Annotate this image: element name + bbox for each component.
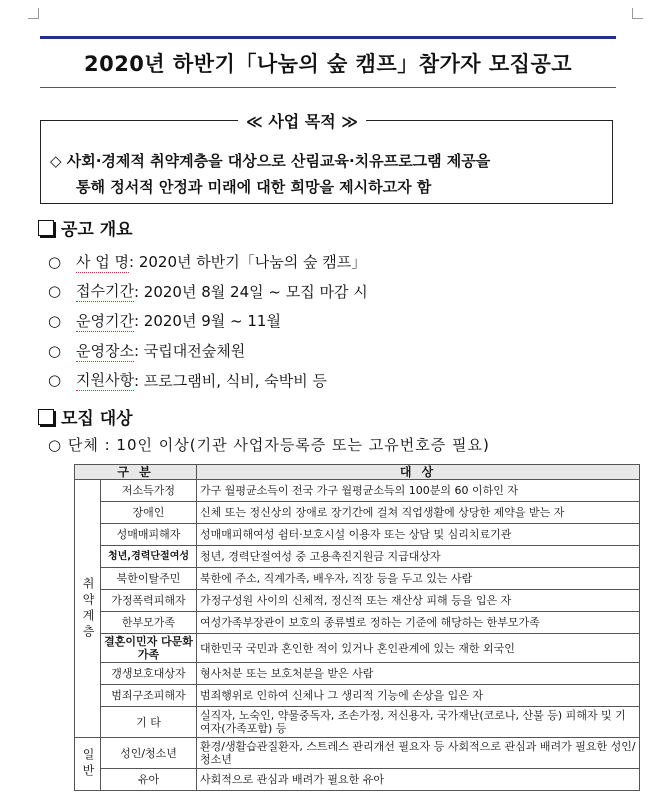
group-general: 일반 xyxy=(75,738,101,791)
row-category: 범죄구조피해자 xyxy=(101,685,197,707)
table-row xyxy=(75,634,640,663)
purpose-line-2: 통해 정서적 안정과 미래에 대한 희망을 제시하고자 함 xyxy=(76,178,432,196)
circle-bullet-icon: ○ xyxy=(48,371,62,390)
table-row xyxy=(75,663,640,685)
row-category: 북한이탈주민 xyxy=(101,568,197,590)
circle-bullet-icon: ○ xyxy=(48,282,62,301)
table-row xyxy=(75,769,640,791)
row-description: 형사처분 또는 보호처분을 받은 사람 xyxy=(197,663,640,685)
row-category: 한부모가족 xyxy=(101,612,197,634)
row-description: 사회적으로 관심과 배려가 필요한 유아 xyxy=(197,769,640,791)
table-row xyxy=(75,546,640,568)
row-description: 환경/생활습관질환자, 스트레스 관리개선 필요자 등 사회적으로 관심과 배려가 필요한 성인/청소년 xyxy=(197,738,640,769)
overview-label: 사 업 명 xyxy=(76,252,130,271)
recruit-heading xyxy=(38,404,133,429)
overview-heading-label: 공고 개요 xyxy=(61,220,133,240)
table-row xyxy=(75,612,640,634)
row-description: 여성가족부장관이 보호의 종류별로 정하는 기준에 해당하는 한부모가족 xyxy=(197,612,640,634)
overview-value: : 국립대전숲체원 xyxy=(133,342,246,361)
table-row xyxy=(75,685,640,707)
overview-row xyxy=(48,306,368,336)
row-description: 청년, 경력단절여성 중 고용촉진지원금 지급대상자 xyxy=(197,546,640,568)
checkbox-square-icon xyxy=(38,409,54,425)
page-title: 2020년 하반기「나눔의 숲 캠프」참가자 모집공고 xyxy=(83,52,573,76)
row-description: 대한민국 국민과 혼인한 적이 있거나 혼인관계에 있는 재한 외국인 xyxy=(197,634,640,663)
row-category: 성인/청소년 xyxy=(101,738,197,769)
table-row xyxy=(75,738,640,769)
overview-label: 접수기간 xyxy=(76,282,134,301)
purpose-line-1: ◇ 사회·경제적 취약계층을 대상으로 산림교육·치유프로그램 제공을 xyxy=(50,152,491,170)
overview-value: : 프로그램비, 식비, 숙박비 등 xyxy=(133,371,328,390)
row-description: 범죄행위로 인하여 신체나 그 생리적 기능에 손상을 입은 자 xyxy=(197,685,640,707)
overview-row xyxy=(48,336,368,366)
purpose-heading: ≪ 사업 목적 ≫ xyxy=(238,109,366,132)
row-category: 가정폭력피해자 xyxy=(101,590,197,612)
circle-bullet-icon: ○ xyxy=(48,311,62,330)
overview-row xyxy=(48,365,368,395)
row-category: 저소득가정 xyxy=(101,480,197,502)
row-description: 북한에 주소, 직계가족, 배우자, 직장 등을 두고 있는 사람 xyxy=(197,568,640,590)
overview-list xyxy=(48,247,368,395)
group-requirement: ○ 단체 : 10인 이상(기관 사업자등록증 또는 고유번호증 필요) xyxy=(48,436,490,454)
checkbox-square-icon xyxy=(38,220,54,236)
row-description: 가정구성원 사이의 신체적, 정신적 또는 재산상 피해 등을 입은 자 xyxy=(197,590,640,612)
overview-label: 운영장소 xyxy=(76,341,134,360)
row-category: 장애인 xyxy=(101,502,197,524)
target-table xyxy=(74,464,640,791)
row-category: 갱생보호대상자 xyxy=(101,663,197,685)
group-vulnerable: 취약계층 xyxy=(75,480,101,738)
title-banner xyxy=(40,36,616,88)
recruit-heading-label: 모집 대상 xyxy=(61,409,133,429)
overview-label: 지원사항 xyxy=(76,371,134,390)
row-category: 기 타 xyxy=(101,707,197,738)
header-category: 구 분 xyxy=(75,465,197,480)
row-category: 결혼이민자 다문화가족 xyxy=(101,634,197,663)
table-header-row xyxy=(75,465,640,480)
header-target: 대 상 xyxy=(197,465,640,480)
overview-heading xyxy=(38,215,133,240)
overview-label: 운영기간 xyxy=(76,311,134,330)
row-category: 성매매피해자 xyxy=(101,524,197,546)
row-description: 신체 또는 정신상의 장애로 장기간에 걸쳐 직업생활에 상당한 제약을 받는 자 xyxy=(197,502,640,524)
table-row xyxy=(75,707,640,738)
table-row xyxy=(75,502,640,524)
overview-value: : 2020년 9월 ~ 11월 xyxy=(133,312,281,331)
overview-value: : 2020년 하반기「나눔의 숲 캠프」 xyxy=(129,253,367,272)
overview-row xyxy=(48,247,368,277)
circle-bullet-icon: ○ xyxy=(48,252,62,271)
circle-bullet-icon: ○ xyxy=(48,341,62,360)
row-description: 실직자, 노숙인, 약물중독자, 조손가정, 저신용자, 국가재난(코로나, 산불 등) 피해자 및 기여자(가족포함) 등 xyxy=(197,707,640,738)
corner-mark-right xyxy=(632,8,643,19)
row-description: 성매매피해여성 쉼터·보호시설 이용자 또는 상담 및 심리치료기관 xyxy=(197,524,640,546)
table-row xyxy=(75,480,640,502)
table-row xyxy=(75,590,640,612)
row-description: 가구 월평균소득이 전국 가구 월평균소득의 100분의 60 이하인 자 xyxy=(197,480,640,502)
overview-value: : 2020년 8월 24일 ~ 모집 마감 시 xyxy=(133,282,368,301)
row-category: 청년,경력단절여성 xyxy=(101,546,197,568)
table-row xyxy=(75,568,640,590)
corner-mark-left xyxy=(28,8,39,19)
table-row xyxy=(75,524,640,546)
row-category: 유아 xyxy=(101,769,197,791)
purpose-text xyxy=(50,148,610,200)
overview-row xyxy=(48,277,368,307)
